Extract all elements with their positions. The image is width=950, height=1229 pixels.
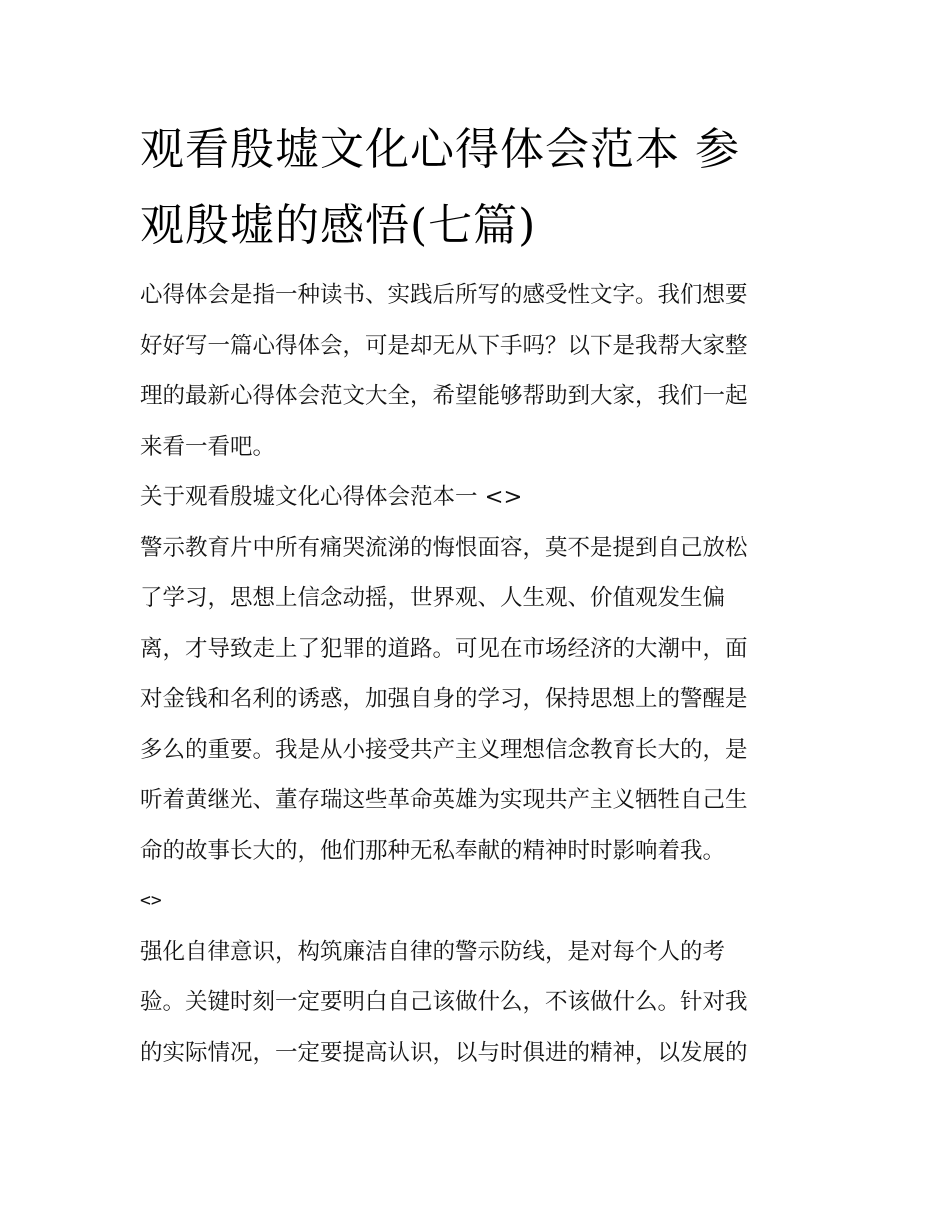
body-line: 验。关键时刻一定要明白自己该做什么，不该做什么。针对我: [140, 989, 748, 1015]
body-paragraph-2: [140, 927, 812, 1079]
intro-line: 理的最新心得体会范文大全，希望能够帮助到大家，我们一起: [140, 383, 748, 409]
marker-line: [140, 876, 812, 927]
body-line: 警示教育片中所有痛哭流涕的悔恨面容，莫不是提到自己放松: [140, 534, 748, 561]
body-line: 对金钱和名利的诱惑，加强自身的学习，保持思想上的警醒是: [140, 686, 748, 712]
body-line: 离，才导致走上了犯罪的道路。可见在市场经济的大潮中，面: [140, 635, 748, 662]
body-line: 多么的重要。我是从小接受共产主义理想信念教育长大的，是: [140, 736, 748, 763]
document-content: [140, 112, 812, 1078]
body-line: 强化自律意识，构筑廉洁自律的警示防线，是对每个人的考: [140, 938, 726, 965]
document-title: [140, 112, 812, 264]
title-line: 观殷墟的感悟(七篇): [140, 200, 537, 251]
title-line: 观看殷墟文化心得体会范本 参: [140, 124, 740, 175]
section-heading-text: 关于观看殷墟文化心得体会范本一 <>: [140, 484, 523, 510]
section-heading: [140, 472, 812, 523]
body-line: 听着黄继光、董存瑞这些革命英雄为实现共产主义牺牲自己生: [140, 787, 748, 813]
intro-line: 来看一看吧。: [140, 433, 276, 460]
intro-line: 心得体会是指一种读书、实践后所写的感受性文字。我们想要: [140, 282, 748, 308]
body-line: 的实际情况，一定要提高认识，以与时俱进的精神，以发展的: [140, 1039, 748, 1066]
marker-text: <>: [140, 890, 162, 911]
body-line: 了学习，思想上信念动摇，世界观、人生观、价值观发生偏: [140, 585, 726, 611]
body-paragraph-1: [140, 523, 812, 877]
body-line: 命的故事长大的，他们那种无私奉献的精神时时影响着我。: [140, 837, 726, 864]
intro-paragraph: [140, 270, 812, 472]
intro-line: 好好写一篇心得体会，可是却无从下手吗？以下是我帮大家整: [140, 332, 748, 359]
